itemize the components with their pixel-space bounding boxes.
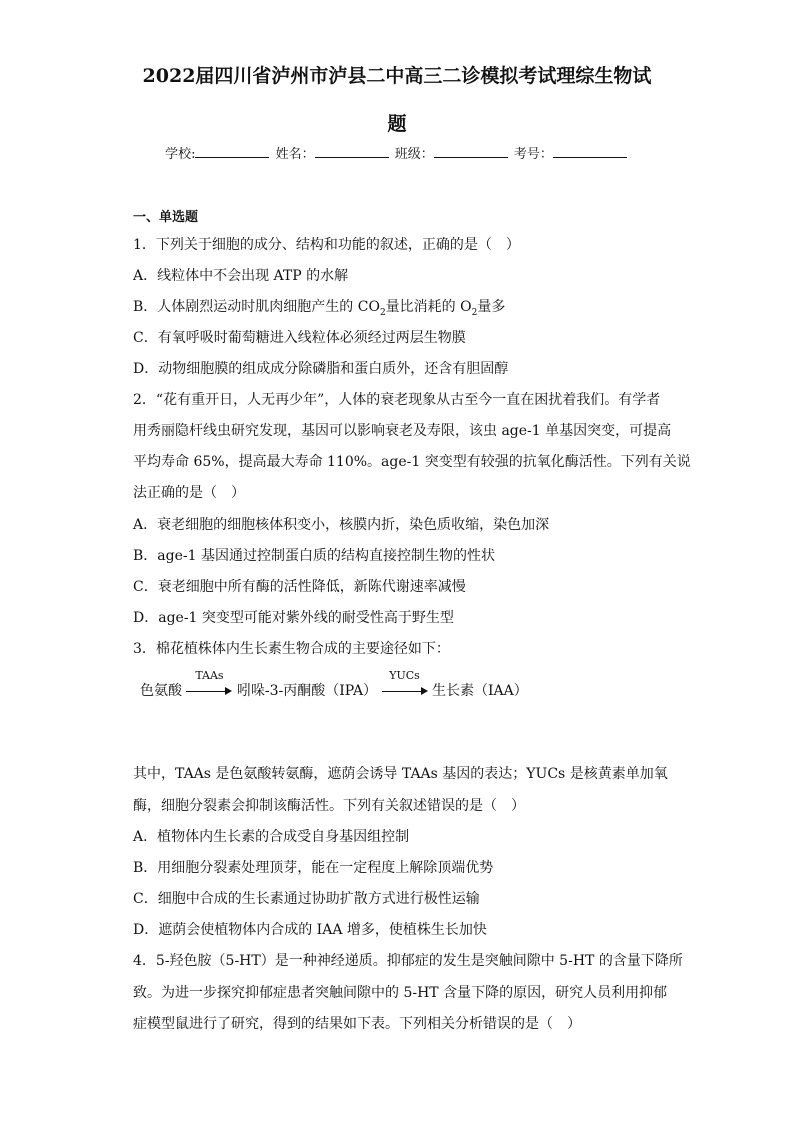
q1-option-c: C．有氧呼吸时葡萄糖进入线粒体必须经过两层生物膜 bbox=[133, 330, 466, 346]
q3-option-d: D．遮荫会使植物体内合成的 IAA 增多，使植株生长加快 bbox=[133, 922, 487, 938]
name-label: 姓名： bbox=[275, 147, 315, 162]
q2-option-c: C．衰老细胞中所有酶的活性降低，新陈代谢速率减慢 bbox=[133, 579, 466, 595]
q1-stem: 1．下列关于细胞的成分、结构和功能的叙述，正确的是（ ） bbox=[133, 237, 520, 253]
q2-option-a: A．衰老细胞的细胞核体积变小，核膜内折，染色质收缩，染色加深 bbox=[133, 517, 550, 533]
pathway-tryptophan: 色氨酸 bbox=[140, 683, 182, 699]
q2-stem-line-2: 用秀丽隐杆线虫研究发现，基因可以影响衰老及寿限，该虫 age-1 单基因突变，可提高 bbox=[133, 423, 672, 439]
q4-stem-line-1: 4．5-羟色胺（5-HT）是一种神经递质。抑郁症的发生是突触间隙中 5-HT 的含量下降所 bbox=[133, 953, 683, 969]
q2-stem-line-4: 法正确的是（ ） bbox=[133, 485, 245, 501]
q3-text-line-1: 其中，TAAs 是色氨酸转氨酶，遮荫会诱导 TAAs 基因的表达；YUCs 是核黄素单加氧 bbox=[133, 766, 668, 782]
class-label: 班级： bbox=[394, 147, 434, 162]
auxin-synthesis-pathway bbox=[140, 669, 528, 700]
pathway-iaa: 生长素（IAA） bbox=[431, 683, 528, 699]
exam-no-blank[interactable] bbox=[553, 145, 627, 158]
q3-stem: 3．棉花植株体内生长素生物合成的主要途径如下： bbox=[133, 641, 450, 657]
pathway-arrow-taas bbox=[186, 669, 232, 699]
name-blank[interactable] bbox=[315, 145, 389, 158]
exam-title bbox=[110, 52, 684, 148]
q1-option-d: D．动物细胞膜的组成成分除磷脂和蛋白质外，还含有胆固醇 bbox=[133, 361, 509, 377]
q2-stem-line-1: 2．“花有重开日，人无再少年”，人体的衰老现象从古至今一直在困扰着我们。有学者 bbox=[133, 392, 661, 408]
q3-option-b: B．用细胞分裂素处理顶芽，能在一定程度上解除顶端优势 bbox=[133, 860, 494, 876]
q2-option-d: D．age-1 突变型可能对紫外线的耐受性高于野生型 bbox=[133, 610, 454, 626]
arrow-head-icon bbox=[421, 687, 428, 695]
title-line-2: 题 bbox=[387, 113, 407, 135]
student-info-row bbox=[0, 143, 794, 162]
q1-option-a: A．线粒体中不会出现 ATP 的水解 bbox=[133, 268, 349, 284]
pathway-enzyme-taas: TAAs bbox=[195, 669, 224, 682]
pathway-ipa: 吲哚-3-丙酮酸（IPA） bbox=[236, 683, 378, 699]
class-blank[interactable] bbox=[434, 145, 508, 158]
section-heading: 一、单选题 bbox=[133, 210, 199, 225]
pathway-arrow-yucs bbox=[382, 669, 428, 699]
q4-stem-line-3: 症模型鼠进行了研究，得到的结果如下表。下列相关分析错误的是（ ） bbox=[133, 1016, 581, 1032]
q1-option-b: B．人体剧烈运动时肌肉细胞产生的 $CO_2$量比消耗的 $O_2$量多 bbox=[133, 299, 506, 318]
school-blank[interactable] bbox=[195, 145, 269, 158]
pathway-enzyme-yucs: YUCs bbox=[389, 669, 420, 682]
arrow-head-icon bbox=[225, 687, 232, 695]
q2-option-b: B．age-1 基因通过控制蛋白质的结构直接控制生物的性状 bbox=[133, 548, 495, 564]
school-label: 学校: bbox=[165, 147, 196, 162]
exam-no-label: 考号： bbox=[513, 147, 553, 162]
q2-stem-line-3: 平均寿命 65%，提高最大寿命 110%。age-1 突变型有较强的抗氧化酶活性。下列有关说 bbox=[133, 454, 691, 470]
q3-text-line-2: 酶，细胞分裂素会抑制该酶活性。下列有关叙述错误的是（ ） bbox=[133, 798, 525, 814]
q3-option-c: C．细胞中合成的生长素通过协助扩散方式进行极性运输 bbox=[133, 891, 480, 907]
q4-stem-line-2: 致。为进一步探究抑郁症患者突触间隙中的 5-HT 含量下降的原因，研究人员利用抑郁 bbox=[133, 985, 668, 1001]
q3-option-a: A．植物体内生长素的合成受自身基因组控制 bbox=[133, 829, 410, 845]
title-line-1: 2022届四川省泸州市泸县二中高三二诊模拟考试理综生物试 bbox=[142, 65, 652, 87]
